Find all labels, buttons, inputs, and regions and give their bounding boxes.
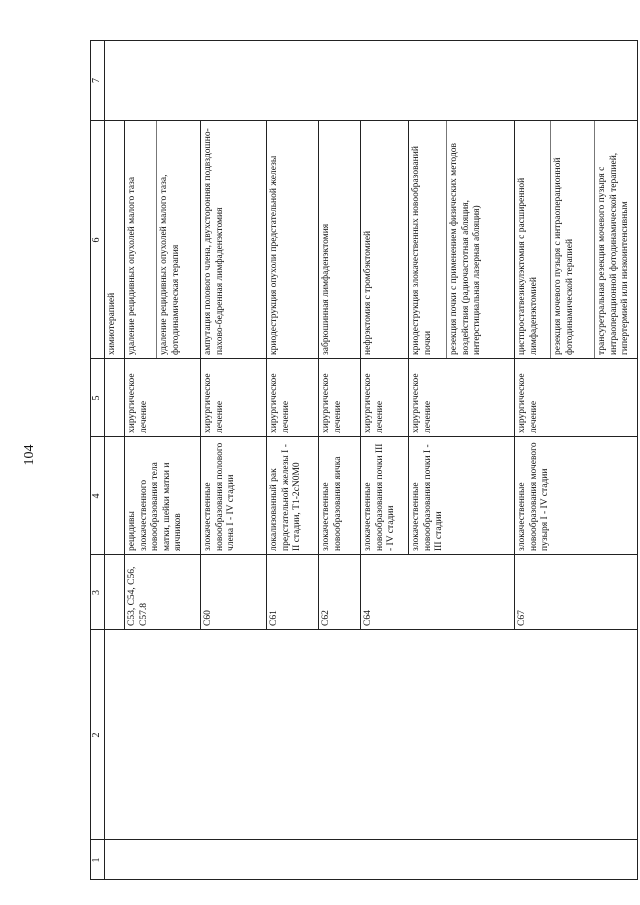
code-cell: C53, C54, C56, C57.8 (127, 566, 149, 626)
treatment-cell: хирургическое лечение (321, 373, 343, 433)
grid-line (90, 436, 638, 437)
diagnosis-cell: злокачественные новообразования полового члена I - IV стадии (203, 442, 236, 551)
grid-line (90, 40, 91, 880)
column-header-6: 6 (91, 237, 102, 243)
table-row (408, 40, 514, 880)
table-row (200, 40, 266, 880)
method-text: цистпростатвезикулэктомия с расширенной лимфаденэктомией (517, 177, 539, 355)
grid-line (637, 40, 638, 880)
grid-line (550, 121, 551, 359)
column-header-7: 7 (91, 78, 102, 83)
treatment-cell: хирургическое лечение (411, 373, 433, 433)
column-header-1: 1 (91, 857, 102, 863)
grid-line (90, 629, 638, 630)
method-text: ампутация полового члена, двухсторонняя подвздошно-пахово-бедренная лимфаденэктомия (203, 128, 225, 355)
treatment-cell: хирургическое лечение (269, 373, 291, 433)
grid-line (408, 121, 409, 555)
grid-line (90, 839, 638, 840)
grid-line (90, 40, 638, 41)
method-text: трансуретральная резекция мочевого пузыря с интраоперационной фотодинамической терапией, гипертермией или низкоинтенсивным (597, 152, 630, 355)
column-header-4: 4 (91, 493, 102, 499)
grid-line (90, 879, 638, 880)
diagnosis-cell: локализованный рак предстательной железы I - II стадии, T1-2cN0M0 (269, 444, 302, 551)
code-cell: C62 (321, 610, 331, 626)
column-header-3: 3 (91, 590, 102, 595)
page-number: 104 (22, 444, 37, 466)
grid-line (90, 120, 638, 121)
method-text: резекция почки с применением физических методов воздействия (радиочастотная абляция, интерстициальная лазерная абляция) (449, 143, 482, 355)
grid-line (90, 554, 638, 555)
treatment-cell: хирургическое лечение (517, 373, 539, 433)
method-text: резекция мочевого пузыря с интраоперационной фотодинамической терапией (553, 157, 575, 355)
treatment-table (90, 40, 638, 880)
grid-line (90, 358, 638, 359)
treatment-cell: хирургическое лечение (203, 373, 225, 433)
code-cell: C67 (517, 610, 527, 626)
method-text: удаление рецидивных опухолей малого таза (127, 176, 137, 355)
treatment-cell: хирургическое лечение (127, 373, 149, 433)
method-text: удаление рецидивных опухолей малого таза, фотодинамическая терапия (159, 174, 181, 355)
method-text: криодеструкция опухоли предстательной железы (269, 155, 279, 355)
grid-line (156, 121, 157, 359)
column-header-5: 5 (91, 395, 102, 401)
diagnosis-cell: злокачественные новообразования почки I - III стадии (411, 444, 444, 551)
column-header-2: 2 (91, 732, 102, 738)
method-text: химиотерапией (107, 292, 117, 355)
grid-line (446, 121, 447, 359)
table-row (318, 40, 360, 880)
table-header-row (90, 40, 104, 880)
method-text: нефрэктомия с тромбэктомией (363, 230, 373, 355)
diagnosis-cell: рецидивы злокачественного новообразования тела матки, шейки матки и яичников (127, 462, 183, 551)
table-row (266, 40, 318, 880)
table-row (360, 40, 408, 880)
diagnosis-cell: злокачественные новообразования почки III - IV стадии (363, 443, 396, 551)
table-row (514, 40, 638, 880)
code-cell: C60 (203, 610, 213, 626)
grid-line (104, 40, 105, 880)
method-text: забрюшинная лимфаденэктомия (321, 223, 331, 355)
diagnosis-cell: злокачественные новообразования мочевого пузыря I - IV стадии (517, 442, 550, 551)
table-row (124, 40, 200, 880)
code-cell: C61 (269, 610, 279, 626)
method-text: криодеструкция злокачественных новообразований почки (411, 146, 433, 355)
code-cell: C64 (363, 610, 373, 626)
treatment-cell: хирургическое лечение (363, 373, 385, 433)
grid-line (594, 121, 595, 359)
table-row (104, 40, 124, 880)
diagnosis-cell: злокачественные новообразования яичка (321, 456, 343, 551)
